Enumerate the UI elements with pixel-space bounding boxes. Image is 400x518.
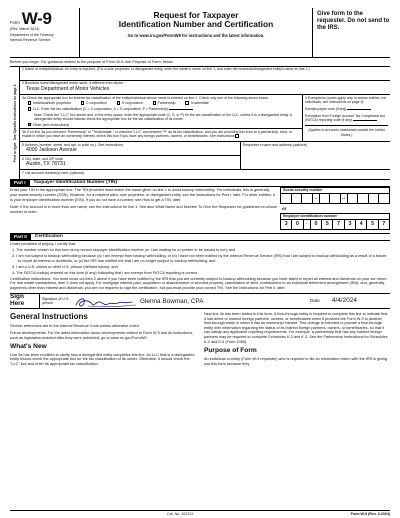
exemptions-title: 4 Exemptions (codes apply only to certain entities, not individuals; see instructions on page 3): bbox=[305, 95, 387, 104]
line7-label: 7 List account number(s) here (optional) bbox=[22, 170, 85, 175]
line2-field[interactable] bbox=[20, 81, 390, 95]
option-s-corp-label: S corporation bbox=[121, 100, 143, 105]
line1-label: 1 Name of entity/individual. An entry is required. (For a sole proprietor or disregarded entity, enter the owner's name on line 1, and enter the business/disregarded entity's name on line 2.) bbox=[22, 67, 310, 72]
general-instructions bbox=[10, 309, 390, 369]
general-p2: Future developments. For the latest information about developments related to Form W-9 and its instructions, such as legislation enacted after they were published, go to www.irs.gov/FormW9. bbox=[10, 330, 194, 340]
tin-text bbox=[10, 187, 280, 230]
tin-section bbox=[10, 187, 390, 230]
ein-label: Employer identification number bbox=[280, 213, 390, 219]
ein-field[interactable] bbox=[280, 219, 390, 230]
whats-new-title: What's New bbox=[10, 342, 47, 350]
form-id-block bbox=[10, 8, 80, 57]
ssn-digit[interactable] bbox=[348, 194, 359, 203]
ein-digit[interactable]: 5 bbox=[367, 220, 378, 229]
ein-digit[interactable]: 0 bbox=[311, 220, 322, 229]
ssn-digit[interactable] bbox=[281, 194, 292, 203]
ssn-digit[interactable] bbox=[369, 194, 380, 203]
side-label-text bbox=[12, 83, 16, 162]
checkbox-3b[interactable] bbox=[235, 134, 238, 137]
address-row bbox=[20, 142, 390, 170]
ssn-digit[interactable] bbox=[330, 194, 341, 203]
option-c-corp-label: C corporation bbox=[85, 100, 107, 105]
printed-name: Glenna Bowman, CPA bbox=[140, 297, 204, 305]
option-trust-label: Trust/estate bbox=[190, 100, 209, 105]
instructions-col-left bbox=[10, 312, 196, 369]
part2-header bbox=[10, 233, 390, 241]
side-label-print: Print or type. bbox=[12, 141, 17, 163]
ein-digit[interactable]: 4 bbox=[356, 220, 367, 229]
line5-label: 5 Address (number, street, and apt. or suite no.). See instructions. bbox=[22, 142, 124, 147]
requester-box[interactable] bbox=[240, 142, 390, 169]
department: Department of the Treasury bbox=[10, 33, 54, 38]
part1-header bbox=[10, 179, 390, 187]
ssn-digit[interactable] bbox=[320, 194, 331, 203]
cert-item: 3. I am a U.S. citizen or other U.S. person (defined below); and bbox=[12, 264, 118, 269]
ssn-digit[interactable] bbox=[302, 194, 313, 203]
form-revision: (Rev. March 2024) bbox=[10, 27, 40, 31]
signature-label: Signature of U.S. person bbox=[42, 296, 70, 305]
requester-label: Requester's name and address (optional) bbox=[243, 142, 308, 147]
line1-value bbox=[20, 72, 390, 80]
tin-boxes bbox=[280, 187, 390, 230]
line3b-label bbox=[20, 128, 302, 139]
line5-value: 4000 Jackson Avenue bbox=[26, 147, 77, 154]
option-individual-label: Individual/sole proprietor bbox=[32, 100, 72, 105]
sign-heading-2: Here bbox=[10, 299, 25, 307]
other-label: Other (see instructions) bbox=[32, 122, 70, 127]
exempt-payee-field[interactable] bbox=[347, 107, 371, 110]
general-title: General Instructions bbox=[10, 311, 88, 321]
footer-form-id: Form W-9 (Rev. 3-2024) bbox=[350, 511, 390, 516]
line3b-text: 3b If on line 3a you checked "Partnership" or "Trust/estate," or checked "LLC" and entered "P" as its tax classification, and you are providing this form to a partnership, trust, or estate in which you have an ownership interest, check this box if you have any foreign partners, owners, or beneficiaries. See instructions bbox=[22, 129, 292, 138]
checkbox-llc[interactable] bbox=[28, 107, 31, 110]
classification-block bbox=[20, 95, 302, 141]
form-title-block bbox=[80, 8, 312, 57]
ssn-digit[interactable] bbox=[358, 194, 369, 203]
side-label bbox=[10, 67, 20, 179]
line6-label: 6 City, state, and ZIP code bbox=[22, 156, 63, 161]
ein-digit[interactable]: 3 bbox=[345, 220, 356, 229]
signature-field[interactable] bbox=[70, 294, 310, 308]
general-p3: Line 3a has been modified to clarify how a disregarded entity completes this line. An LLC that is a disregarded entity should check the appropriate box for the tax classification of its owner. Otherwise, it should check the "LLC" box and enter its appropriate tax classification. bbox=[10, 352, 195, 367]
line2-value: Texas Department of Motor Vehicles bbox=[26, 86, 110, 93]
entity-fields bbox=[20, 67, 390, 179]
ein-digit[interactable]: 7 bbox=[382, 221, 386, 228]
checkbox-individual[interactable] bbox=[28, 101, 31, 104]
side-label-see: See Specific Instructions on page 3. bbox=[12, 83, 17, 140]
cert-instructions: Certification instructions. You must cross out item 2 above if you have been notified by the IRS that you are currently subject to backup withholding because you have failed to report all interest and dividends on your tax return. For real estate transactions, item 2 does not apply. For mortgage interest paid, acquisition or abandonment of secured property, cancellation of debt, contributions to an individual retirement arrangement (IRA), and, generally, payments other than interest and dividends, you are not required to sign the certification, but you must provide your correct TIN. See the instructions for Part II, later. bbox=[10, 276, 388, 290]
date-label: Date bbox=[310, 298, 320, 304]
instructions-col-right bbox=[204, 312, 390, 369]
cert-item: 1. The number shown on this form is my correct taxpayer identification number (or I am waiting for a number to be issued to me); and bbox=[12, 248, 236, 252]
fatca-applies: (Applies to accounts maintained outside the United States.) bbox=[305, 125, 388, 136]
option-trust[interactable] bbox=[185, 101, 208, 105]
exempt-payee-label: Exempt payee code (if any) bbox=[305, 107, 347, 112]
option-c-corp[interactable] bbox=[81, 101, 107, 105]
irs-label: Internal Revenue Service bbox=[10, 37, 51, 42]
line6-field[interactable] bbox=[20, 156, 240, 169]
llc-note: Note: Check the "LLC" box above and, in the entry space, enter the appropriate code (C, S, or P) for the tax classification of the LLC, unless it is a disregarded entity. A disregarded entity should instead check the appropriate box for the tax classification of its owner. bbox=[34, 113, 293, 122]
ein-digit[interactable]: 7 bbox=[333, 220, 344, 229]
form-footer bbox=[10, 510, 390, 516]
handwritten-signature bbox=[74, 295, 146, 309]
give-form-note: Give form to the requester. Do not send to the IRS. bbox=[312, 8, 390, 57]
form-goto-link[interactable]: Go to www.irs.gov/FormW9 for instructions and the latest information. bbox=[127, 33, 265, 39]
ssn-dash: – bbox=[313, 194, 320, 203]
option-partnership-label: Partnership bbox=[157, 100, 176, 105]
form-number: W-9 bbox=[21, 9, 52, 28]
form-title-line1: Request for Taxpayer bbox=[153, 10, 239, 20]
address-block bbox=[20, 142, 240, 169]
checkbox-trust[interactable] bbox=[185, 101, 188, 104]
part2-tag: Part II bbox=[10, 234, 31, 240]
line7-field[interactable] bbox=[20, 170, 390, 179]
cert-item: 2. I am not subject to backup withholding because (a) I am exempt from backup withholding, or (b) I have not been notified by the Internal Revenue Service (IRS) that I am subject to backup withholding as a result of a failure to report all interest or dividends, or (c) the IRS has notified me that I am no longer subject to backup withholding; and bbox=[12, 254, 387, 263]
ssn-dash: – bbox=[341, 194, 348, 203]
ein-digit[interactable]: 3 bbox=[281, 220, 292, 229]
option-partnership[interactable] bbox=[153, 101, 176, 105]
sign-heading-1: Sign bbox=[10, 293, 24, 301]
option-s-corp[interactable] bbox=[117, 101, 143, 105]
part2-title: Certification bbox=[34, 234, 63, 240]
entity-section bbox=[10, 67, 390, 179]
catalog-number: Cat. No. 10231X bbox=[167, 511, 194, 516]
line2-label: 2 Business name/disregarded entity name, if different from above. bbox=[22, 81, 125, 86]
ein-digit[interactable]: 0 bbox=[292, 220, 303, 229]
form-word: Form bbox=[10, 20, 20, 25]
ssn-field[interactable] bbox=[280, 193, 390, 204]
fatca-field[interactable] bbox=[353, 118, 377, 121]
ein-dash: - bbox=[304, 220, 311, 229]
certification-text bbox=[10, 241, 390, 293]
sign-row bbox=[10, 293, 390, 309]
cert-intro: Under penalties of perjury, I certify that: bbox=[10, 241, 76, 246]
fatca-label: Exemption from Foreign Account Tax Compliance Act (FATCA) reporting code (if any) bbox=[305, 114, 385, 123]
form-title-line2: Identification Number and Certification bbox=[118, 19, 274, 30]
part1-tag: Part I bbox=[10, 180, 30, 186]
sign-here-heading bbox=[10, 294, 40, 308]
fatca-code[interactable] bbox=[305, 114, 388, 122]
date-value[interactable]: 4/4/2024 bbox=[332, 297, 357, 305]
exemptions-box bbox=[302, 95, 390, 141]
checkbox-c-corp[interactable] bbox=[81, 101, 84, 104]
option-individual[interactable] bbox=[28, 101, 71, 105]
ein-digit[interactable]: 5 bbox=[322, 220, 333, 229]
form-header bbox=[10, 8, 390, 58]
cert-item: 4. The FATCA code(s) entered on this form (if any) indicating that I am exempt from FATCA reporting is correct. bbox=[12, 270, 199, 275]
line5-field[interactable] bbox=[20, 142, 240, 156]
checkbox-s-corp[interactable] bbox=[117, 101, 120, 104]
purpose-title: Purpose of Form bbox=[204, 346, 257, 354]
ssn-label: Social security number bbox=[280, 187, 390, 193]
checkbox-other[interactable] bbox=[28, 123, 31, 126]
before-you-begin: Before you begin. For guidance related to the purpose of Form W-9, see Purpose of Form, below. bbox=[10, 58, 390, 67]
llc-code-field[interactable] bbox=[169, 107, 193, 110]
line3a-label: 3a Check the appropriate box for federal tax classification of the entity/individual whose name is entered on line 1. Check only one of the following seven boxes. bbox=[22, 95, 270, 100]
line6-value: Austin, TX 78731 bbox=[26, 161, 66, 168]
classification-row bbox=[20, 95, 390, 142]
llc-label: LLC. Enter the tax classification (C = C corporation, S = S corporation, P = Partnership) bbox=[32, 107, 168, 112]
tin-note: Note: If the account is in more than one name, see the instructions for line 1. See also What Name and Number To Give the Requester for guidelines on whose number to enter. bbox=[10, 205, 277, 214]
general-p1: Section references are to the Internal Revenue Code unless otherwise noted. bbox=[10, 323, 140, 328]
tin-instructions: Enter your TIN in the appropriate box. The TIN provided must match the name given on line 1 to avoid backup withholding. For individuals, this is generally your social security number (SSN). However, for a resident alien, sole proprietor, or disregarded entity, see the instructions for Part I, later. For other entities, it is your employer identification number (EIN). If you do not have a number, see How to get a TIN, later. bbox=[10, 188, 275, 202]
general-p4: New line 3b has been added to this form. A flow-through entity is required to complete this line to indicate that it has direct or indirect foreign partners, owners, or beneficiaries when it provides the Form W-9 to another flow-through entity in which it has an ownership interest. This change is intended to provide a flow-through entity with information regarding the status of its indirect foreign partners, owners, or beneficiaries, so that it can satisfy any applicable reporting requirements. For example, a partnership that has any indirect foreign partners may be required to complete Schedules K-2 and K-3. See the Partnership Instructions for Schedules K-2 and K-3 (Form 1065). bbox=[204, 311, 388, 344]
exempt-payee-code[interactable] bbox=[305, 107, 388, 111]
checkbox-partnership[interactable] bbox=[153, 101, 156, 104]
line1-field[interactable] bbox=[20, 67, 390, 81]
part1-title: Taxpayer Identification Number (TIN) bbox=[33, 179, 118, 185]
general-p5: An individual or entity (Form W-9 requester) who is required to file an information return with the IRS is giving you this form because they bbox=[204, 356, 387, 366]
or-label: or bbox=[282, 206, 287, 212]
ssn-digit[interactable] bbox=[292, 194, 303, 203]
ssn-digit[interactable] bbox=[379, 194, 389, 203]
